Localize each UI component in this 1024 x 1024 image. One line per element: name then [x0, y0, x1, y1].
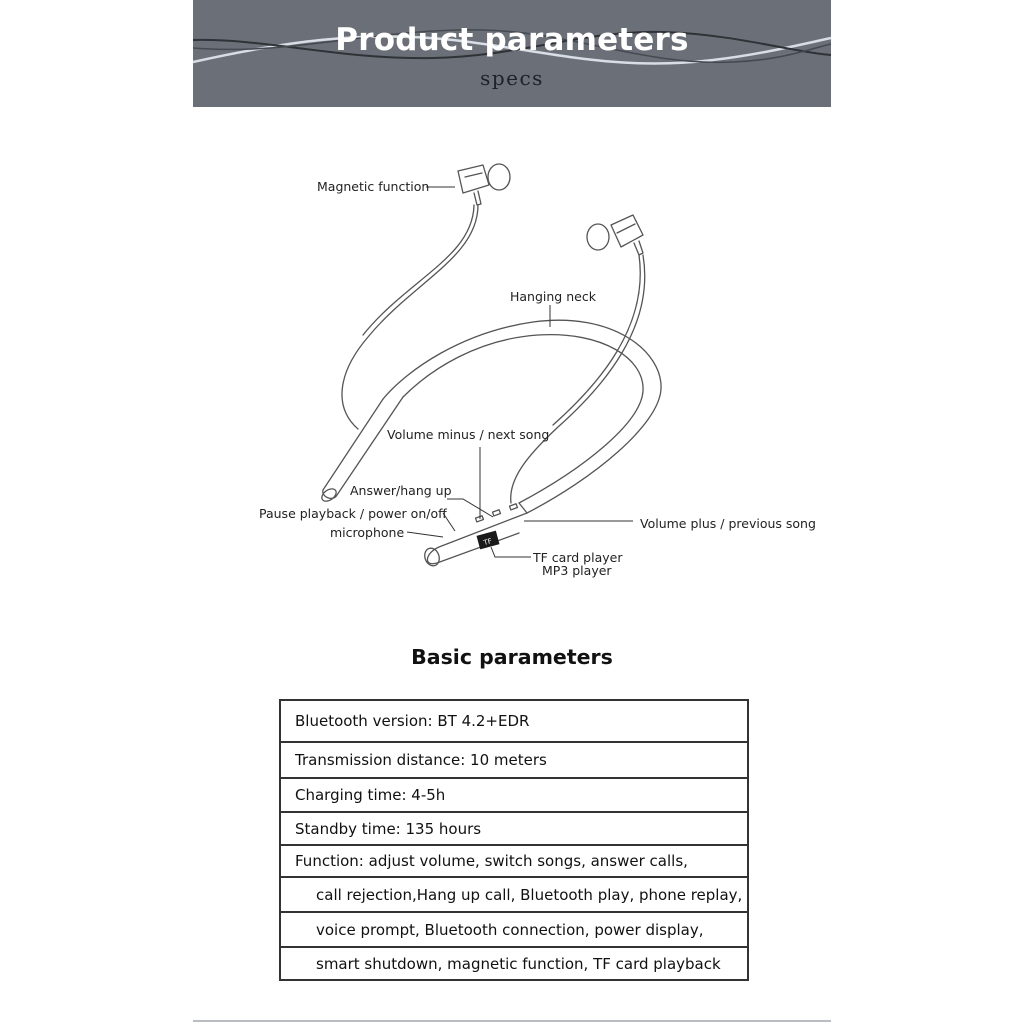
parameters-table: [279, 699, 749, 981]
neckband-inner: [403, 335, 643, 503]
left-earbud: [458, 164, 510, 205]
callout-microphone: microphone: [330, 525, 405, 540]
table-row: Charging time: 4-5h: [281, 777, 747, 811]
table-row: Function: adjust volume, switch songs, answer calls,: [281, 844, 747, 876]
leader-tf: [491, 547, 531, 557]
header-banner: [193, 0, 831, 107]
callout-mp3: MP3 player: [542, 563, 612, 578]
callout-hanging-neck: Hanging neck: [510, 289, 596, 304]
page-subtitle: specs: [480, 66, 544, 90]
callout-volume-minus: Volume minus / next song: [387, 427, 550, 442]
table-row: Transmission distance: 10 meters: [281, 741, 747, 777]
leader-microphone: [407, 532, 443, 537]
callout-answer-hangup: Answer/hang up: [350, 483, 452, 498]
left-earbud-cable: [342, 205, 478, 429]
tf-chip-mark: TF: [482, 537, 493, 548]
leader-answer: [447, 499, 493, 517]
table-row: smart shutdown, magnetic function, TF card playback: [281, 946, 747, 979]
callout-tf-card: TF card player: [533, 550, 623, 565]
bottom-divider: [193, 1020, 831, 1022]
table-row: Bluetooth version: BT 4.2+EDR: [295, 712, 530, 730]
page-title: Product parameters: [335, 22, 689, 58]
callout-magnetic-function: Magnetic function: [317, 179, 430, 194]
table-row: call rejection,Hang up call, Bluetooth play, phone replay,: [281, 876, 747, 911]
table-row: voice prompt, Bluetooth connection, power display,: [281, 911, 747, 946]
table-row: Standby time: 135 hours: [281, 811, 747, 844]
right-earbud: [587, 215, 643, 255]
headset-diagram: [193, 107, 831, 607]
basic-parameters-title: Basic parameters: [411, 645, 613, 669]
callout-pause-power: Pause playback / power on/off: [259, 506, 447, 521]
callout-volume-plus: Volume plus / previous song: [640, 516, 816, 531]
